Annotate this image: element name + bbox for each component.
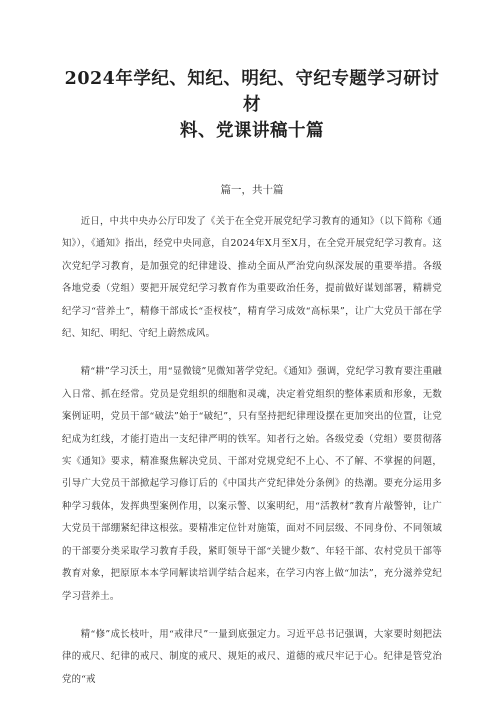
paragraph-2: 精“耕”学习沃土，用“显微镜”见微知著学党纪。《通知》强调，党纪学习教育要注重融入日常、抓在经常。党员是党组织的细胞和灵魂，决定着党组织的整体素质和形象，无数案例证明，党员干部“破法”始于“破纪”，只有坚持把纪律理设摆在更加突出的位置，让党纪成为红线，才能打造出一支纪律严明的铁军。知者行之始。各级党委（党组）要贯彻落实《通知》要求，精准聚焦解决党员、干部对党规党纪不上心、不了解、不掌握的问题，引导广大党员干部掀起学习修订后的《中国共产党纪律处分条例》的热潮。要充分运用多种学习载体，发挥典型案例作用，以案示警、以案明纪，用“活教材”教育片敲警钟，让广大党员干部绷紧纪律这根弦。要精准定位针对施策，面对不同层级、不同身份、不同领域的干部要分类采取学习教育手段，紧盯领导干部“关键少数”、年轻干部、农村党员干部等教育对象，把原原本本学同解读培训学结合起来，在学习内容上做“加法”，充分滋养党纪学习营养土。 — [62, 366, 442, 602]
title-line-1: 2024年学纪、知纪、明纪、守纪专题学习研讨材 — [64, 69, 440, 115]
section-heading: 篇一，共十篇 — [220, 184, 284, 196]
document-title — [62, 66, 442, 144]
paragraph-gap — [62, 616, 442, 624]
paragraph-3: 精“修”成长枝叶，用“戒律尺”一量到底强定力。习近平总书记强调，大家要时刻把法律的戒尺、纪律的戒尺、制度的戒尺、规矩的戒尺、道德的戒尺牢记于心。纪律是管党治党的“戒 — [62, 628, 442, 685]
paragraph-1: 近日，中共中央办公厅印发了《关于在全党开展党纪学习教育的通知》（以下简称《通知》），《通知》指出，经党中央同意，自2024年X月至X月，在全党开展党纪学习教育。这次党纪学习教育，是加强党的纪律建设、推动全面从严治党向纵深发展的重要举措。各级各地党委（党组）要把开展党纪学习教育作为重要政治任务，提前做好谋划部署，精耕党纪学习“营养土”，精修干部成长“歪杈枝”，精育学习成效“高标果”，让广大党员干部在学纪、知纪、明纪、守纪上蔚然成风。 — [62, 216, 442, 340]
title-line-2: 料、党课讲稿十篇 — [180, 121, 324, 141]
paragraph-gap — [62, 353, 442, 361]
